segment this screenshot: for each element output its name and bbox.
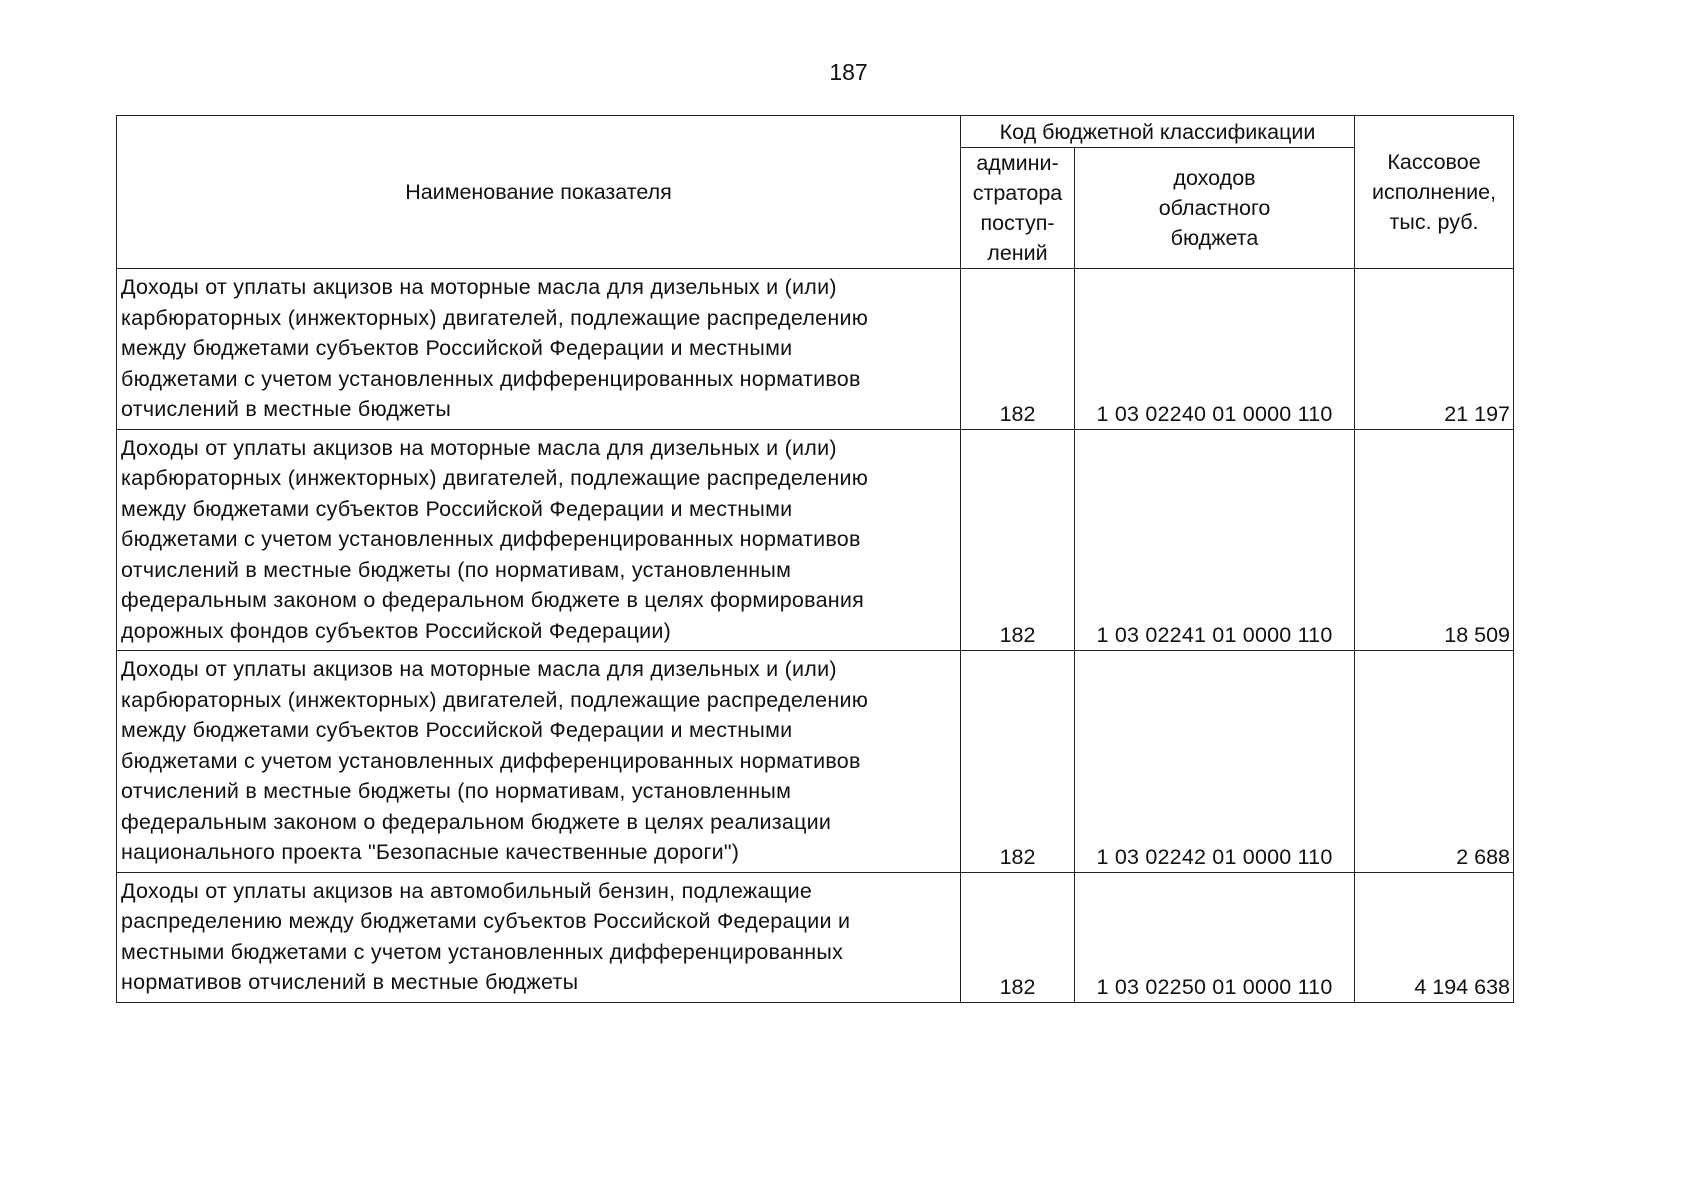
amount-cell: 18 509 [1355, 429, 1514, 651]
indicator-name-line: карбюраторных (инжекторных) двигателей, подлежащие распределению [121, 687, 869, 712]
header-indicator-name: Наименование показателя [117, 116, 961, 269]
indicator-name-line: отчислений в местные бюджеты (по нормативам, установленным [121, 779, 792, 803]
indicator-name-line: между бюджетами субъектов Российской Федерации и местными [121, 336, 793, 360]
indicator-name-line: Доходы от уплаты акцизов на автомобильный бензин, подлежащие [121, 878, 813, 903]
header-administrator-line: админи- [976, 151, 1059, 175]
indicator-name-line: национального проекта "Безопасные качественные дороги") [121, 840, 740, 864]
indicator-name-line: нормативов отчислений в местные бюджеты [121, 970, 579, 994]
header-income-line: доходов [1173, 166, 1256, 190]
indicator-name-line: между бюджетами субъектов Российской Федерации и местными [121, 496, 793, 521]
indicator-name-line: карбюраторных (инжекторных) двигателей, подлежащие распределению [121, 466, 869, 490]
income-code-cell: 1 03 02250 01 0000 110 [1075, 872, 1355, 1002]
header-income-line: бюджета [1170, 226, 1259, 250]
header-administrator-code [961, 148, 1075, 269]
income-code-cell: 1 03 02240 01 0000 110 [1075, 269, 1355, 430]
indicator-name-line: местными бюджетами с учетом установленных дифференцированных [121, 939, 844, 964]
amount-cell: 2 688 [1355, 651, 1514, 873]
indicator-name-line: федеральным законом о федеральном бюджете в целях формирования [121, 588, 865, 612]
indicator-name-cell [117, 269, 961, 430]
administrator-code-cell: 182 [961, 269, 1075, 430]
indicator-name-line: Доходы от уплаты акцизов на моторные масла для дизельных и (или) [121, 657, 837, 681]
table-row [117, 429, 1514, 651]
indicator-name-line: между бюджетами субъектов Российской Федерации и местными [121, 718, 793, 742]
page-number: 187 [829, 59, 868, 85]
table-row [117, 651, 1514, 873]
indicator-name-line: Доходы от уплаты акцизов на моторные масла для дизельных и (или) [121, 435, 837, 460]
administrator-code-cell: 182 [961, 429, 1075, 651]
indicator-name-line: бюджетами с учетом установленных дифференцированных нормативов [121, 366, 861, 391]
indicator-name-line: бюджетами с учетом установленных дифференцированных нормативов [121, 748, 861, 773]
administrator-code-cell: 182 [961, 651, 1075, 873]
indicator-name-cell [117, 872, 961, 1002]
indicator-name-line: бюджетами с учетом установленных дифференцированных нормативов [121, 527, 861, 551]
income-code-cell: 1 03 02242 01 0000 110 [1075, 651, 1355, 873]
income-code-cell: 1 03 02241 01 0000 110 [1075, 429, 1355, 651]
header-cash-execution-line: исполнение, [1371, 180, 1497, 204]
table-row [117, 269, 1514, 430]
indicator-name-line: федеральным законом о федеральном бюджете в целях реализации [121, 809, 832, 834]
header-administrator-line: лений [987, 241, 1048, 265]
indicator-name-cell [117, 429, 961, 651]
indicator-name-line: распределению между бюджетами субъектов Российской Федерации и [121, 909, 851, 933]
header-administrator-line: поступ- [980, 211, 1055, 235]
indicator-name-line: отчислений в местные бюджеты (по нормативам, установленным [121, 557, 792, 582]
header-classification-code-group: Код бюджетной классификации [961, 116, 1355, 148]
indicator-name-line: дорожных фондов субъектов Российской Федерации) [121, 618, 672, 643]
administrator-code-cell: 182 [961, 872, 1075, 1002]
header-regional-income-code [1075, 148, 1355, 269]
indicator-name-line: карбюраторных (инжекторных) двигателей, подлежащие распределению [121, 305, 869, 330]
indicator-name-cell [117, 651, 961, 873]
header-income-line: областного [1158, 196, 1271, 220]
indicator-name-line: отчислений в местные бюджеты [121, 397, 452, 421]
header-cash-execution-line: тыс. руб. [1389, 210, 1479, 234]
header-cash-execution [1355, 116, 1514, 269]
amount-cell: 4 194 638 [1355, 872, 1514, 1002]
header-cash-execution-line: Кассовое [1387, 150, 1481, 174]
table-row [117, 872, 1514, 1002]
amount-cell: 21 197 [1355, 269, 1514, 430]
indicator-name-line: Доходы от уплаты акцизов на моторные масла для дизельных и (или) [121, 275, 837, 299]
header-administrator-line: стратора [972, 181, 1063, 205]
budget-income-table [116, 115, 1514, 1003]
